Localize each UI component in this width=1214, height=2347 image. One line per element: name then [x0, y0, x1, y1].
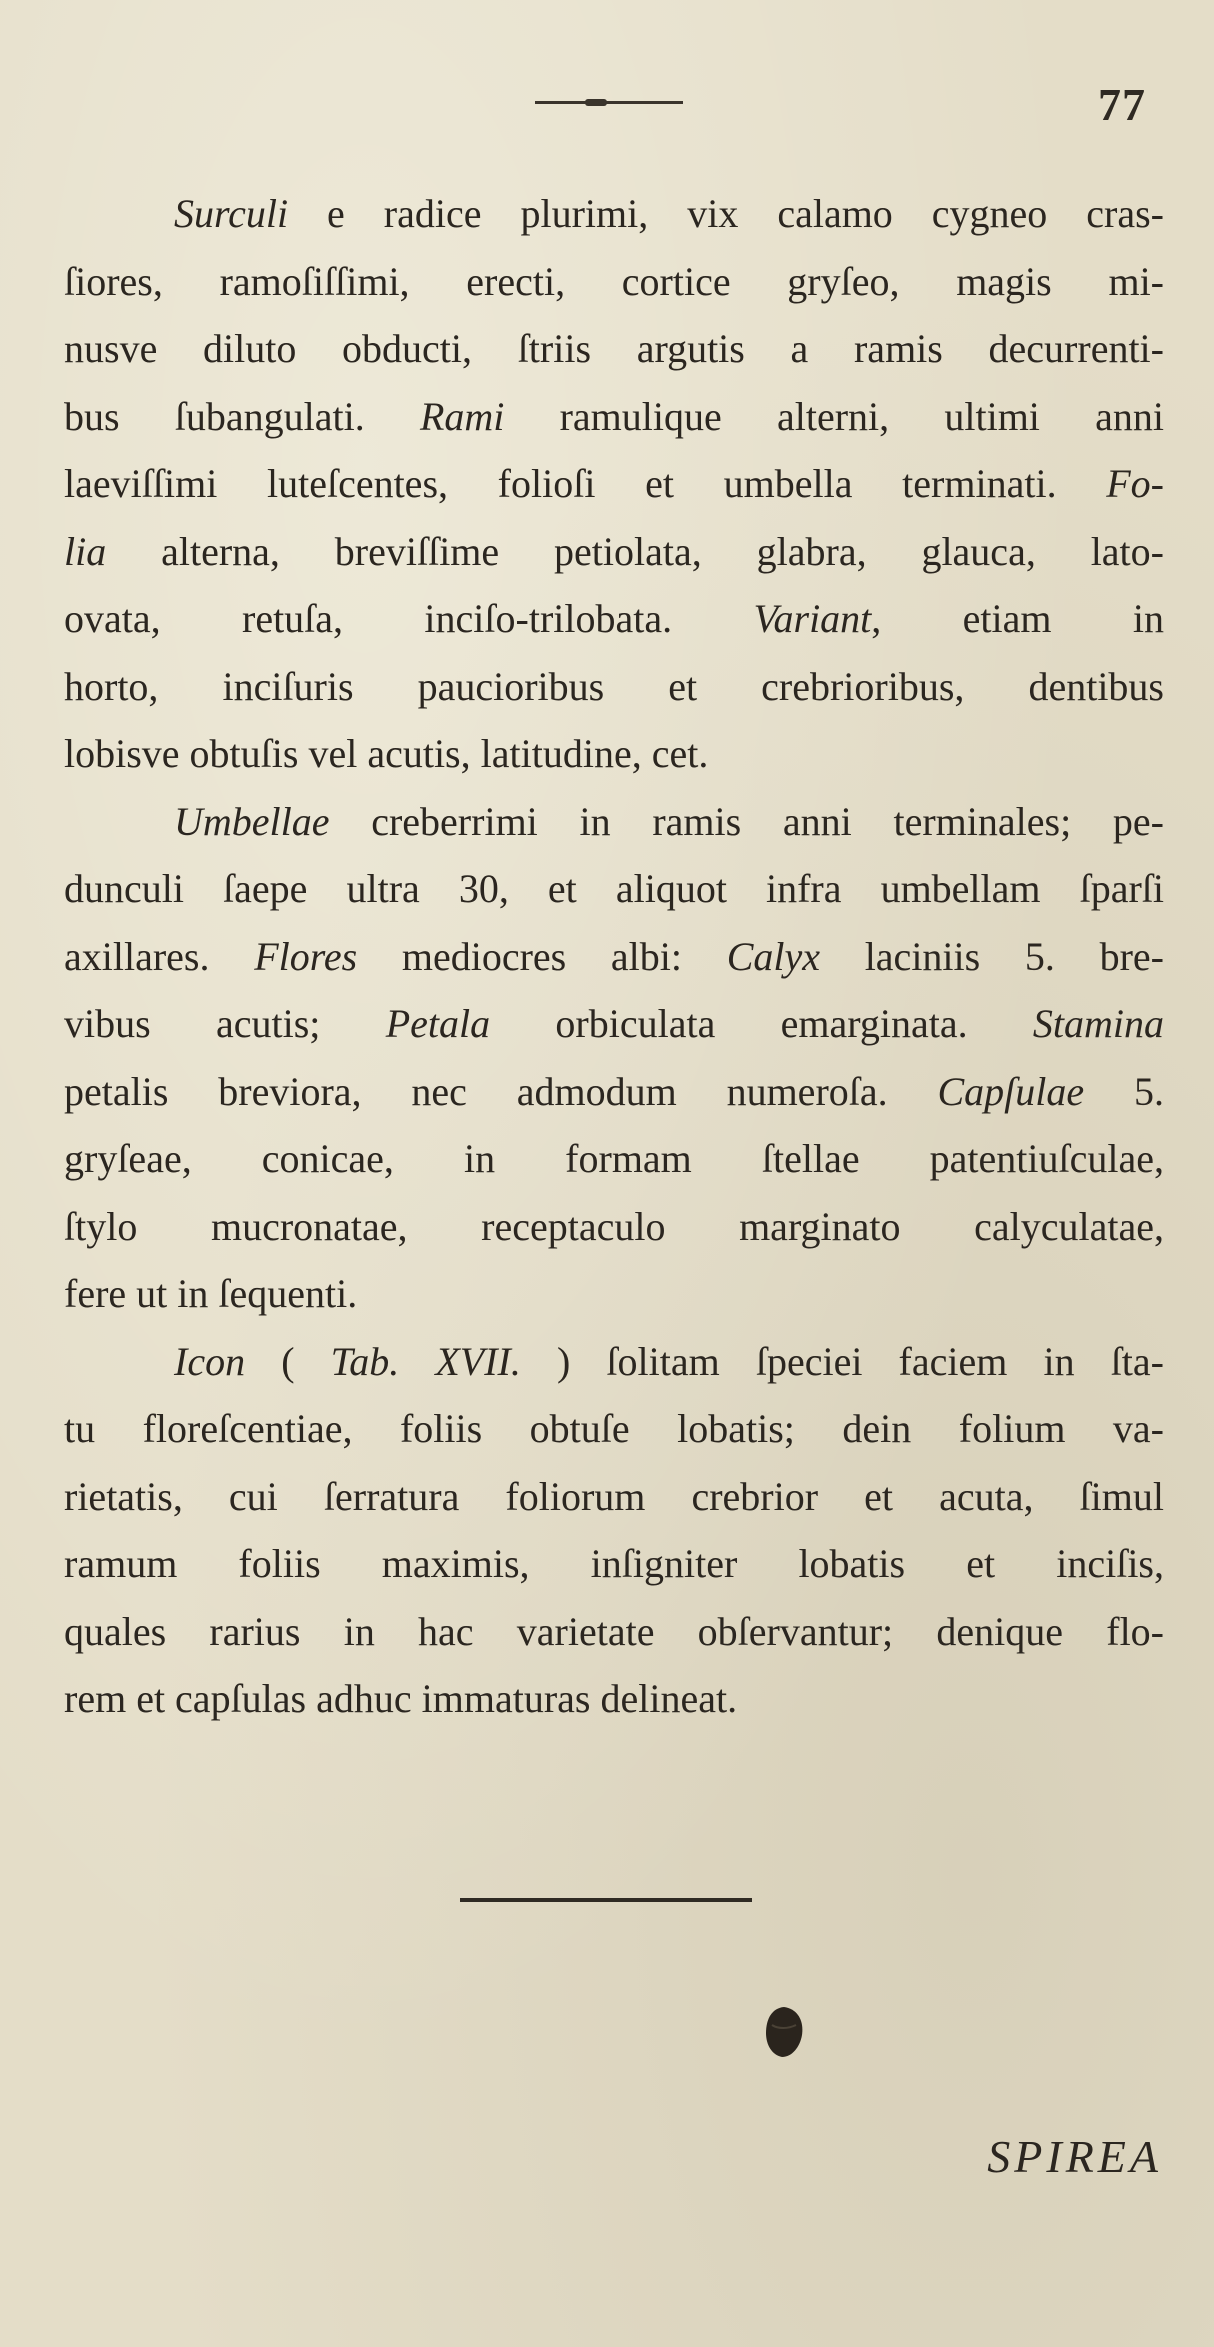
italic-term: Tab. XVII.: [330, 1338, 521, 1384]
text-run: fere ut in ſequenti.: [64, 1271, 358, 1316]
text-line: [64, 1665, 1164, 1733]
text-line: [64, 923, 1164, 991]
text-run: alterna, breviſſime petiolata, glabra, glauca, lato-: [106, 528, 1164, 574]
text-line: [64, 1058, 1164, 1126]
text-line: [64, 990, 1164, 1058]
header-rule: [535, 101, 683, 104]
text-run: ramum foliis maximis, inſigniter lobatis et inciſis,: [64, 1541, 1164, 1586]
text-line: [64, 315, 1164, 383]
text-line: [64, 788, 1164, 856]
text-run: ſtylo mucronatae, receptaculo marginato calyculatae,: [64, 1203, 1164, 1249]
text-run: gryſeae, conicae, in formam ſtellae patentiuſculae,: [64, 1136, 1164, 1181]
text-run: laciniis 5. bre-: [820, 933, 1164, 979]
text-run: rietatis, cui ſerratura foliorum crebrior et acuta, ſimul: [64, 1473, 1164, 1519]
text-run: petalis breviora, nec admodum numeroſa.: [64, 1068, 938, 1114]
text-line: [64, 1328, 1164, 1396]
text-line: [64, 653, 1164, 721]
text-line: [64, 518, 1164, 586]
italic-term: Icon: [174, 1338, 246, 1384]
text-run: nusve diluto obducti, ſtriis argutis a ramis decurrenti-: [64, 326, 1164, 371]
text-line: [64, 855, 1164, 923]
italic-term: Surculi: [174, 191, 289, 236]
text-run: orbiculata emarginata.: [490, 1001, 1033, 1046]
text-line: [64, 450, 1164, 518]
text-run: rem et capſulas adhuc immaturas delineat.: [64, 1676, 738, 1721]
text-run: ovata, retuſa, inciſo-trilobata.: [64, 596, 754, 641]
text-line: [64, 1125, 1164, 1193]
text-line: [64, 383, 1164, 451]
text-run: ramulique alterni, ultimi anni: [504, 393, 1164, 439]
footer-rule: [460, 1898, 752, 1902]
italic-term: Flores: [254, 933, 358, 979]
text-run: creberrimi in ramis anni terminales; pe-: [329, 798, 1164, 844]
text-run: horto, inciſuris paucioribus et crebrioribus, dentibus: [64, 663, 1164, 709]
italic-term: Variant: [753, 596, 872, 641]
text-line: [64, 1260, 1164, 1328]
body-text: [64, 180, 1164, 1733]
text-run: tu floreſcentiae, foliis obtuſe lobatis; dein folium va-: [64, 1406, 1164, 1451]
text-run: bus ſubangulati.: [64, 393, 420, 439]
text-run: , etiam in: [871, 596, 1165, 641]
text-run: ſiores, ramoſiſſimi, erecti, cortice gryſeo, magis mi-: [64, 258, 1164, 304]
text-line: [64, 585, 1164, 653]
text-line: [64, 1193, 1164, 1261]
text-run: laeviſſimi luteſcentes, folioſi et umbella terminati.: [64, 461, 1107, 506]
text-line: [64, 180, 1164, 248]
text-line: [64, 1395, 1164, 1463]
italic-term: lia: [64, 528, 107, 574]
text-run: mediocres albi:: [357, 933, 727, 979]
text-run: 5.: [1084, 1068, 1165, 1114]
text-run: vibus acutis;: [64, 1001, 386, 1046]
italic-term: Rami: [419, 393, 505, 439]
text-run: (: [245, 1338, 331, 1384]
text-line: [64, 1530, 1164, 1598]
text-run: quales rarius in hac varietate obſervantur; denique flo-: [64, 1608, 1164, 1654]
text-run: lobisve obtuſis vel acutis, latitudine, cet.: [64, 731, 709, 776]
page-number: 77: [1098, 79, 1146, 130]
italic-term: Calyx: [726, 933, 820, 979]
italic-term: Capſulae: [937, 1068, 1085, 1114]
text-run: e radice plurimi, vix calamo cygneo cras-: [288, 191, 1164, 236]
text-run: ) ſolitam ſpeciei faciem in ſta-: [520, 1338, 1164, 1384]
text-run: axillares.: [64, 933, 255, 979]
text-line: [64, 248, 1164, 316]
italic-term: Fo-: [1106, 461, 1164, 506]
italic-term: Stamina: [1032, 1001, 1164, 1046]
text-line: [64, 720, 1164, 788]
ink-blot-ornament-icon: [762, 2005, 806, 2059]
italic-term: Petala: [385, 1001, 491, 1046]
catchword: SPIREA: [987, 2131, 1162, 2182]
text-line: [64, 1598, 1164, 1666]
text-line: [64, 1463, 1164, 1531]
text-run: dunculi ſaepe ultra 30, et aliquot infra umbellam ſparſi: [64, 866, 1164, 911]
italic-term: Umbellae: [174, 798, 330, 844]
